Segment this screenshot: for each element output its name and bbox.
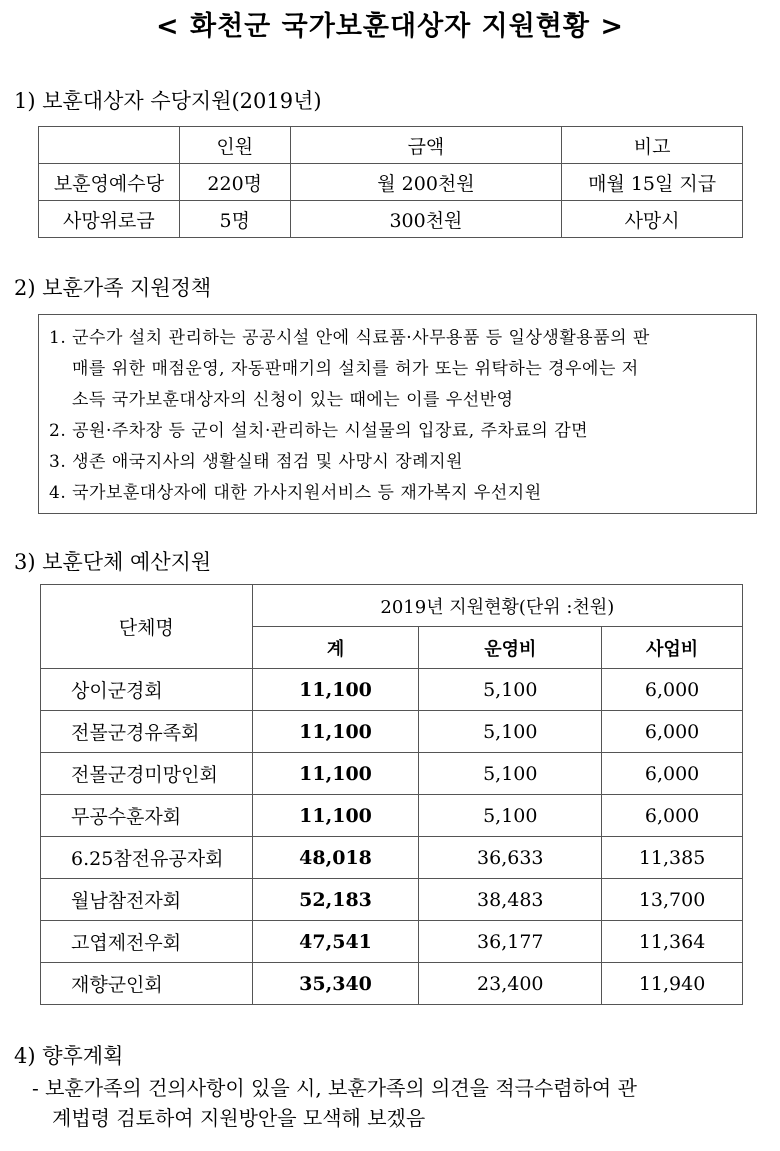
policy-item: 3. 생존 애국지사의 생활실태 점검 및 사망시 장례지원: [49, 452, 463, 472]
table-cell: 상이군경회: [41, 669, 253, 711]
table-row: [41, 963, 743, 1005]
table-header-row: [39, 127, 743, 164]
table-cell: 사망위로금: [39, 201, 180, 238]
table-cell: 11,364: [602, 921, 743, 963]
table-cell: 보훈영예수당: [39, 164, 180, 201]
header-cell: 인원: [179, 127, 290, 164]
section1-heading: 1) 보훈대상자 수당지원(2019년): [14, 89, 322, 113]
table-cell: 전몰군경유족회: [41, 711, 253, 753]
header-cell: [39, 127, 180, 164]
section2-heading: 2) 보훈가족 지원정책: [14, 276, 212, 300]
table-cell: 5명: [179, 201, 290, 238]
header-cell: 단체명: [41, 585, 253, 669]
header-cell: 계: [252, 627, 419, 669]
table-row: [41, 711, 743, 753]
table-cell: 35,340: [252, 963, 419, 1005]
table-row: [41, 669, 743, 711]
table-cell: 6.25참전유공자회: [41, 837, 253, 879]
table-cell: 48,018: [252, 837, 419, 879]
table-row: [41, 879, 743, 921]
table-row: [41, 795, 743, 837]
budget-table: [40, 584, 743, 1005]
table-cell: 전몰군경미망인회: [41, 753, 253, 795]
policy-item: 소득 국가보훈대상자의 신청이 있는 때에는 이를 우선반영: [72, 390, 514, 410]
table-cell: 13,700: [602, 879, 743, 921]
table-cell: 11,100: [252, 669, 419, 711]
table-cell: 6,000: [602, 795, 743, 837]
plan-line: - 보훈가족의 건의사항이 있을 시, 보훈가족의 의견을 적극수렴하여 관: [32, 1076, 637, 1100]
table-cell: 11,100: [252, 753, 419, 795]
table-cell: 23,400: [419, 963, 602, 1005]
plan-line: 계법령 검토하여 지원방안을 모색해 보겠음: [52, 1106, 426, 1130]
table-row: [41, 753, 743, 795]
table-header-row: [41, 585, 743, 627]
table-cell: 6,000: [602, 753, 743, 795]
table-cell: 6,000: [602, 711, 743, 753]
table-row: [39, 164, 743, 201]
header-cell: 금액: [290, 127, 562, 164]
table-cell: 11,100: [252, 795, 419, 837]
table-row: [41, 837, 743, 879]
section4-heading: 4) 향후계획: [14, 1044, 124, 1068]
header-cell: 2019년 지원현황(단위 :천원): [252, 585, 742, 627]
table-cell: 월남참전자회: [41, 879, 253, 921]
table-cell: 5,100: [419, 711, 602, 753]
table-cell: 5,100: [419, 753, 602, 795]
table-cell: 11,100: [252, 711, 419, 753]
table-cell: 36,177: [419, 921, 602, 963]
table-cell: 38,483: [419, 879, 602, 921]
table-cell: 무공수훈자회: [41, 795, 253, 837]
header-cell: 운영비: [419, 627, 602, 669]
table-cell: 6,000: [602, 669, 743, 711]
page-title: < 화천군 국가보훈대상자 지원현황 >: [156, 11, 624, 42]
policy-item: 2. 공원·주차장 등 군이 설치·관리하는 시설물의 입장료, 주차료의 감면: [49, 421, 589, 441]
table-cell: 52,183: [252, 879, 419, 921]
table-cell: 월 200천원: [290, 164, 562, 201]
section3-heading: 3) 보훈단체 예산지원: [14, 550, 212, 574]
table-cell: 사망시: [562, 201, 743, 238]
table-cell: 36,633: [419, 837, 602, 879]
policy-box: [38, 314, 757, 514]
header-cell: 비고: [562, 127, 743, 164]
policy-item: 매를 위한 매점운영, 자동판매기의 설치를 허가 또는 위탁하는 경우에는 저: [72, 359, 639, 379]
table-cell: 5,100: [419, 795, 602, 837]
table-row: [39, 201, 743, 238]
table-row: [41, 921, 743, 963]
allowance-table: [38, 126, 743, 238]
table-cell: 재향군인회: [41, 963, 253, 1005]
table-cell: 고엽제전우회: [41, 921, 253, 963]
table-cell: 매월 15일 지급: [562, 164, 743, 201]
policy-item: 1. 군수가 설치 관리하는 공공시설 안에 식료품·사무용품 등 일상생활용품의 판: [49, 328, 650, 348]
header-cell: 사업비: [602, 627, 743, 669]
table-cell: 220명: [179, 164, 290, 201]
policy-item: 4. 국가보훈대상자에 대한 가사지원서비스 등 재가복지 우선지원: [49, 483, 542, 503]
table-cell: 11,385: [602, 837, 743, 879]
table-cell: 300천원: [290, 201, 562, 238]
table-cell: 11,940: [602, 963, 743, 1005]
table-cell: 47,541: [252, 921, 419, 963]
table-cell: 5,100: [419, 669, 602, 711]
